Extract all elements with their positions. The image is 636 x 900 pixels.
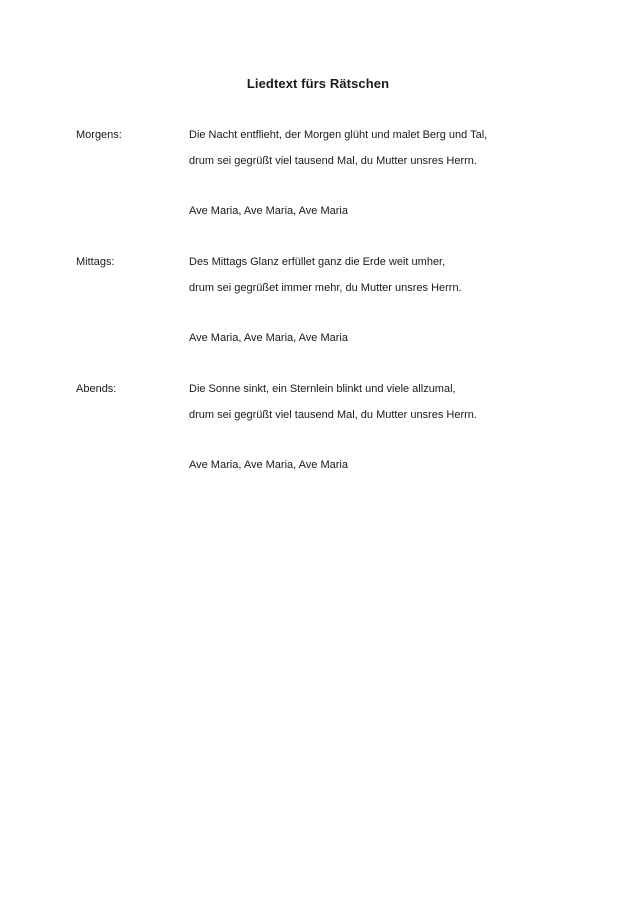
refrain-line: Ave Maria, Ave Maria, Ave Maria <box>189 205 348 217</box>
verse-line: Die Sonne sinkt, ein Sternlein blinkt und viele allzumal, <box>189 383 456 395</box>
verse-lines <box>189 256 569 358</box>
verse-line: drum sei gegrüßt viel tausend Mal, du Mutter unsres Herrn. <box>189 154 477 167</box>
verse-label: Mittags: <box>76 256 115 268</box>
verse-lines <box>189 383 569 485</box>
refrain-line: Ave Maria, Ave Maria, Ave Maria <box>189 332 348 344</box>
verse-line: Des Mittags Glanz erfüllet ganz die Erde weit umher, <box>189 256 446 268</box>
document-title: Liedtext fürs Rätschen <box>246 76 390 91</box>
verse-line: drum sei gegrüßt viel tausend Mal, du Mutter unsres Herrn. <box>189 408 477 421</box>
verse-label: Morgens: <box>76 129 122 141</box>
verse-line: drum sei gegrüßet immer mehr, du Mutter unsres Herrn. <box>189 281 462 294</box>
verse-label: Abends: <box>76 383 117 395</box>
verse-line: Die Nacht entflieht, der Morgen glüht und malet Berg und Tal, <box>189 129 488 141</box>
verse-lines <box>189 129 569 231</box>
refrain-line: Ave Maria, Ave Maria, Ave Maria <box>189 459 348 471</box>
